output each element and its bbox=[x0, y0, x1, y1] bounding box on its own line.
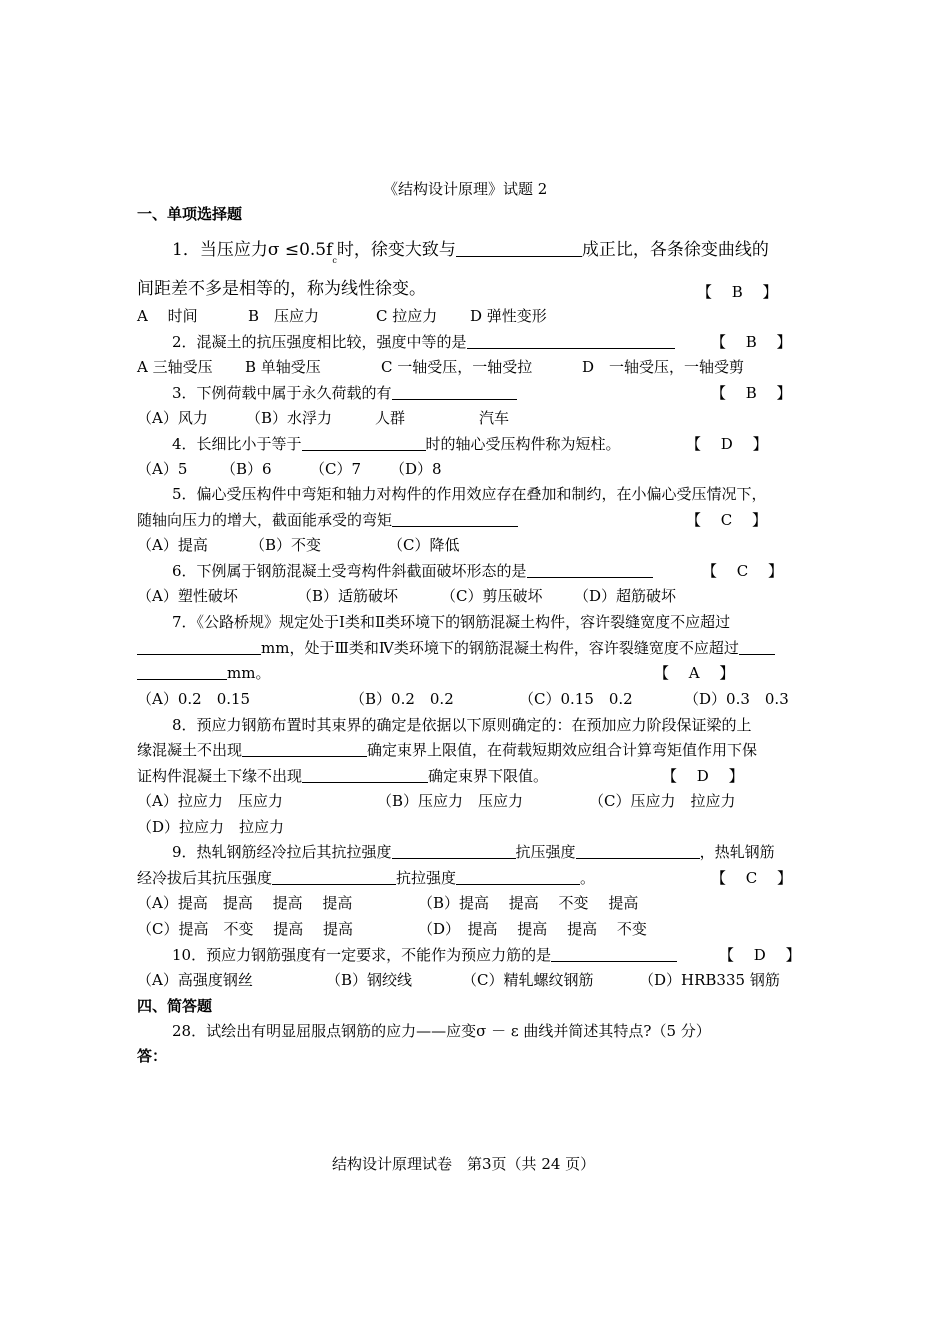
question-6: 6．下例属于钢筋混凝土受弯构件斜截面破坏形态的是 bbox=[172, 562, 653, 580]
q9-option-b: （B）提高 提高 不变 提高 bbox=[418, 894, 639, 912]
question-10-answer: 【 D 】 bbox=[719, 946, 801, 964]
q6-option-a: （A）塑性破坏 bbox=[137, 587, 238, 605]
question-2: 2．混凝土的抗压强度相比较，强度中等的是 bbox=[172, 333, 675, 351]
q7-option-c: （C）0.15 0.2 bbox=[519, 690, 633, 708]
q10-option-a: （A）高强度钢丝 bbox=[137, 971, 253, 989]
question-6-answer: 【 C 】 bbox=[702, 562, 784, 580]
q1-option-a: A 时间 bbox=[137, 307, 198, 325]
question-2-answer: 【 B 】 bbox=[711, 333, 792, 351]
q8-option-c: （C）压应力 拉应力 bbox=[589, 792, 736, 810]
question-7-line2: mm，处于Ⅲ类和Ⅳ类环境下的钢筋混凝土构件，容许裂缝宽度不应超过 bbox=[137, 639, 775, 657]
q4-option-a: （A）5 bbox=[137, 460, 188, 478]
q3-option-a: （A）风力 bbox=[137, 409, 208, 427]
q8-option-d: （D）拉应力 拉应力 bbox=[137, 818, 285, 836]
section-heading-choice: 一、单项选择题 bbox=[137, 205, 243, 223]
answer-blank[interactable] bbox=[392, 512, 518, 527]
q6-option-d: （D）超筋破坏 bbox=[574, 587, 677, 605]
answer-blank[interactable] bbox=[137, 640, 261, 655]
question-3-answer: 【 B 】 bbox=[711, 384, 792, 402]
question-7-line3: mm。 bbox=[137, 664, 270, 682]
page-title: 《结构设计原理》试题 2 bbox=[383, 180, 548, 198]
answer-blank[interactable] bbox=[242, 742, 367, 757]
answer-blank[interactable] bbox=[551, 947, 677, 962]
answer-blank[interactable] bbox=[392, 844, 516, 859]
question-1-line1: 1．当压应力$\sigma \le 0.5f_c$时，徐变大致与 成正比，各条徐变曲线的 bbox=[172, 240, 769, 265]
answer-blank[interactable] bbox=[456, 242, 582, 257]
q2-option-a: A 三轴受压 bbox=[137, 358, 213, 376]
question-5-answer: 【 C 】 bbox=[686, 511, 768, 529]
q6-option-b: （B）适筋破坏 bbox=[297, 587, 399, 605]
q1-option-c: C 拉应力 bbox=[376, 307, 438, 325]
question-7-answer: 【 A 】 bbox=[654, 664, 735, 682]
answer-blank[interactable] bbox=[137, 665, 227, 680]
q10-option-d: （D）HRB335 钢筋 bbox=[639, 971, 780, 989]
q4-option-b: （B）6 bbox=[221, 460, 272, 478]
answer-blank[interactable] bbox=[456, 870, 580, 885]
question-4: 4．长细比小于等于 时的轴心受压构件称为短柱。 bbox=[172, 435, 621, 453]
question-8-line1: 8．预应力钢筋布置时其束界的确定是依据以下原则确定的：在预加应力阶段保证梁的上 bbox=[172, 716, 752, 734]
answer-blank[interactable] bbox=[302, 768, 428, 783]
q3-option-c: 人群 bbox=[375, 409, 406, 427]
q1-option-b: B 压应力 bbox=[248, 307, 320, 325]
question-5-line1: 5．偏心受压构件中弯矩和轴力对构件的作用效应存在叠加和制约，在小偏心受压情况下， bbox=[172, 485, 767, 503]
q2-option-b: B 单轴受压 bbox=[245, 358, 321, 376]
q3-option-d: 汽车 bbox=[479, 409, 510, 427]
answer-label: 答： bbox=[137, 1047, 168, 1065]
q1-option-d: D 弹性变形 bbox=[470, 307, 547, 325]
q9-option-a: （A）提高 提高 提高 提高 bbox=[137, 894, 353, 912]
q4-option-d: （D）8 bbox=[390, 460, 442, 478]
q7-option-b: （B）0.2 0.2 bbox=[350, 690, 454, 708]
q10-option-b: （B）钢绞线 bbox=[326, 971, 413, 989]
q5-option-a: （A）提高 bbox=[137, 536, 208, 554]
q4-option-c: （C）7 bbox=[310, 460, 362, 478]
question-9-answer: 【 C 】 bbox=[711, 869, 793, 887]
question-4-answer: 【 D 】 bbox=[686, 435, 768, 453]
q6-option-c: （C）剪压破坏 bbox=[441, 587, 543, 605]
q8-option-a: （A）拉应力 压应力 bbox=[137, 792, 283, 810]
question-8-line2: 缘混凝土不出现 确定束界上限值，在荷载短期效应组合计算弯矩值作用下保 bbox=[137, 741, 758, 759]
question-8-line3: 证构件混凝土下缘不出现 确定束界下限值。 bbox=[137, 767, 549, 785]
q8-option-b: （B）压应力 压应力 bbox=[377, 792, 524, 810]
question-1-line2: 间距差不多是相等的，称为线性徐变。 bbox=[137, 279, 426, 299]
question-1-answer: 【 B 】 bbox=[697, 283, 778, 301]
answer-blank[interactable] bbox=[739, 640, 775, 655]
question-10: 10．预应力钢筋强度有一定要求，不能作为预应力筋的是 bbox=[172, 946, 677, 964]
question-9-line1: 9．热轧钢筋经冷拉后其抗拉强度 抗压强度 ，热轧钢筋 bbox=[172, 843, 775, 861]
question-7-line1: 7．《公路桥规》规定处于Ⅰ类和Ⅱ类环境下的钢筋混凝土构件，容许裂缝宽度不应超过 bbox=[172, 613, 731, 631]
answer-blank[interactable] bbox=[302, 436, 426, 451]
answer-blank[interactable] bbox=[392, 385, 517, 400]
answer-blank[interactable] bbox=[467, 334, 675, 349]
q9-option-d: （D） 提高 提高 提高 不变 bbox=[418, 920, 647, 938]
answer-blank[interactable] bbox=[576, 844, 700, 859]
answer-blank[interactable] bbox=[272, 870, 396, 885]
q2-option-d: D 一轴受压，一轴受剪 bbox=[582, 358, 745, 376]
q9-option-c: （C）提高 不变 提高 提高 bbox=[137, 920, 354, 938]
question-8-answer: 【 D 】 bbox=[662, 767, 744, 785]
section-heading-short-answer: 四、简答题 bbox=[137, 997, 213, 1015]
q3-option-b: （B）水浮力 bbox=[246, 409, 333, 427]
q5-option-b: （B）不变 bbox=[250, 536, 322, 554]
page-footer: 结构设计原理试卷 第3页（共 24 页） bbox=[332, 1155, 596, 1173]
question-5-line2: 随轴向压力的增大，截面能承受的弯矩 bbox=[137, 511, 518, 529]
q7-option-a: （A）0.2 0.15 bbox=[137, 690, 251, 708]
q7-option-d: （D）0.3 0.3 bbox=[684, 690, 789, 708]
question-28: 28．试绘出有明显屈服点钢筋的应力——应变σ － ε 曲线并简述其特点?（5 分） bbox=[172, 1022, 711, 1040]
question-9-line2: 经冷拔后其抗压强度 抗拉强度 。 bbox=[137, 869, 596, 887]
q10-option-c: （C）精轧螺纹钢筋 bbox=[462, 971, 594, 989]
q5-option-c: （C）降低 bbox=[388, 536, 460, 554]
question-3: 3．下例荷载中属于永久荷载的有 bbox=[172, 384, 517, 402]
answer-blank[interactable] bbox=[527, 563, 653, 578]
q2-option-c: C 一轴受压，一轴受拉 bbox=[381, 358, 533, 376]
formula: σ ≤0.5f bbox=[267, 240, 333, 260]
